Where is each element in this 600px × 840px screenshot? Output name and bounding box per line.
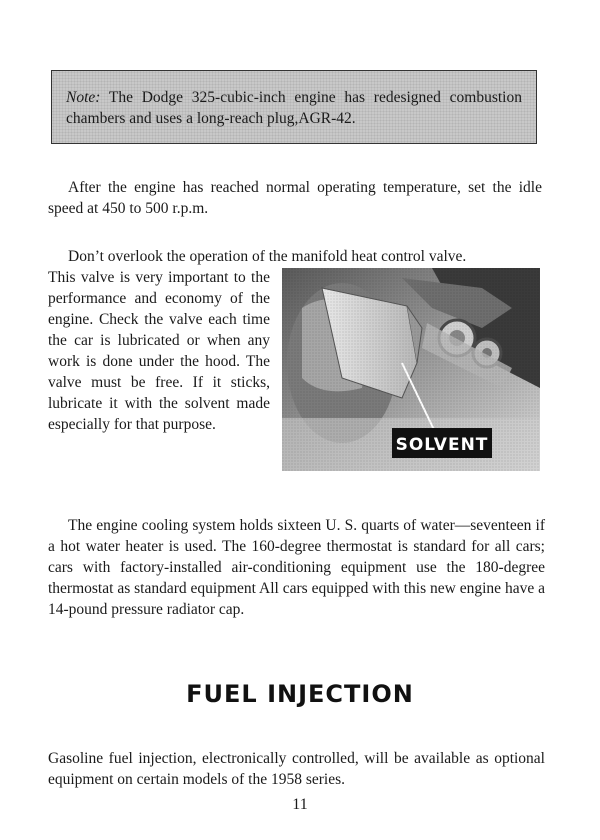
idle-speed-paragraph: After the engine has reached normal operating temperature, set the idle speed at 450 to 500 r.p.m. bbox=[48, 179, 542, 217]
note-lead: Note: bbox=[66, 89, 101, 106]
cooling-system-paragraph: The engine cooling system holds sixteen U. S. quarts of water—seventeen if a hot water heater is used. The 160-degree thermostat is standard for all cars; cars with factory-installed air-conditioning equipment use the 180-degree thermostat as standard equipment All cars equipped with this new engine have a 14-pound pressure radiator cap. bbox=[48, 517, 545, 618]
page-number: 11 bbox=[292, 796, 308, 813]
note-box bbox=[51, 70, 537, 144]
solvent-label: SOLVENT bbox=[395, 435, 489, 455]
fuel-injection-paragraph: Gasoline fuel injection, electronically controlled, will be available as optional equipment on certain models of the 1958 series. bbox=[48, 750, 545, 788]
section-heading: FUEL INJECTION bbox=[186, 680, 414, 708]
manifold-paragraph-first-line: Don’t overlook the operation of the manifold heat control valve. bbox=[68, 248, 467, 265]
manifold-paragraph-body: This valve is very important to the performance and economy of the engine. Check the valve each time the car is lubricated or when any work is done under the hood. The valve must be free. If it sticks, lubricate it with the solvent made especially for that purpose. bbox=[48, 269, 270, 433]
manifold-valve-photo bbox=[282, 268, 540, 471]
photo-illustration bbox=[282, 268, 540, 471]
note-text: The Dodge 325-cubic-inch engine has redesigned combustion chambers and uses a long-reach plug,AGR-42. bbox=[66, 89, 522, 127]
